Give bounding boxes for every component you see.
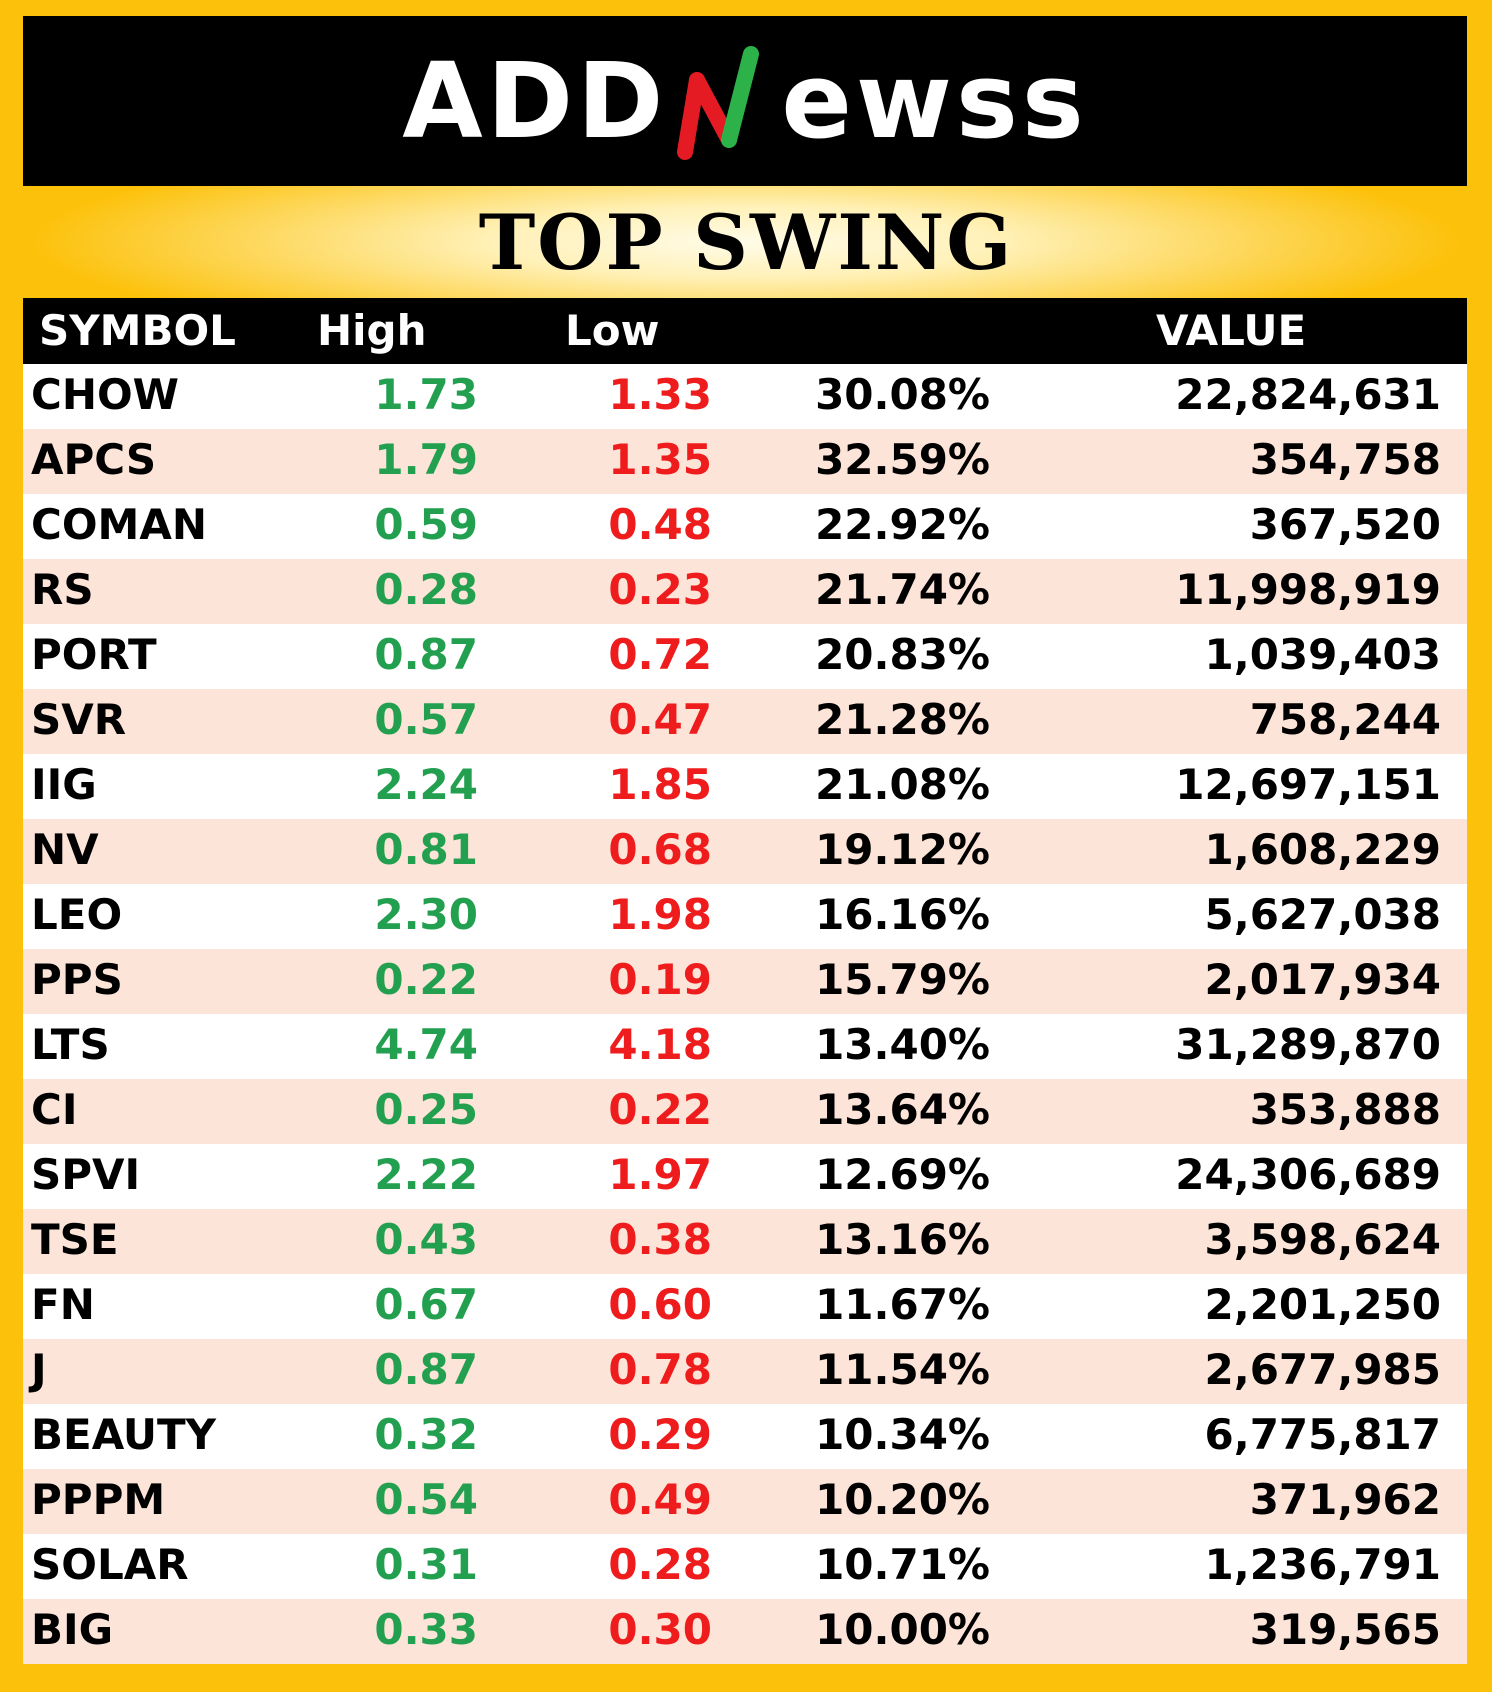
swing-percent-cell: 13.64% bbox=[815, 1085, 990, 1134]
low-cell: 0.19 bbox=[608, 955, 712, 1004]
symbol-cell: SVR bbox=[31, 695, 127, 744]
table-row bbox=[23, 559, 1467, 624]
table-row bbox=[23, 1144, 1467, 1209]
low-cell: 1.35 bbox=[608, 435, 712, 484]
value-cell: 12,697,151 bbox=[1175, 760, 1441, 809]
symbol-cell: CHOW bbox=[31, 370, 180, 419]
low-cell: 0.49 bbox=[608, 1475, 712, 1524]
page-title: TOP SWING bbox=[478, 197, 1014, 287]
symbol-cell: J bbox=[31, 1345, 47, 1394]
high-cell: 0.87 bbox=[374, 1345, 478, 1394]
swing-percent-cell: 10.71% bbox=[815, 1540, 990, 1589]
low-cell: 0.47 bbox=[608, 695, 712, 744]
table-row bbox=[23, 1209, 1467, 1274]
symbol-cell: BIG bbox=[31, 1605, 114, 1654]
low-cell: 0.60 bbox=[608, 1280, 712, 1329]
swing-percent-cell: 32.59% bbox=[815, 435, 990, 484]
table-row bbox=[23, 1274, 1467, 1339]
symbol-cell: NV bbox=[31, 825, 99, 874]
value-cell: 6,775,817 bbox=[1204, 1410, 1441, 1459]
value-cell: 2,201,250 bbox=[1204, 1280, 1441, 1329]
table-row bbox=[23, 1534, 1467, 1599]
value-cell: 371,962 bbox=[1249, 1475, 1441, 1524]
symbol-cell: APCS bbox=[31, 435, 157, 484]
low-cell: 0.78 bbox=[608, 1345, 712, 1394]
high-cell: 2.30 bbox=[374, 890, 478, 939]
low-cell: 0.28 bbox=[608, 1540, 712, 1589]
swing-percent-cell: 15.79% bbox=[815, 955, 990, 1004]
table-row bbox=[23, 429, 1467, 494]
table-row bbox=[23, 364, 1467, 429]
value-cell: 319,565 bbox=[1249, 1605, 1441, 1654]
table-row bbox=[23, 884, 1467, 949]
high-cell: 0.43 bbox=[374, 1215, 478, 1264]
brand-logo bbox=[402, 40, 1088, 162]
swing-percent-cell: 21.74% bbox=[815, 565, 990, 614]
value-cell: 354,758 bbox=[1249, 435, 1441, 484]
value-cell: 2,017,934 bbox=[1204, 955, 1441, 1004]
swing-percent-cell: 10.34% bbox=[815, 1410, 990, 1459]
swing-percent-cell: 11.54% bbox=[815, 1345, 990, 1394]
symbol-cell: PORT bbox=[31, 630, 157, 679]
swing-percent-cell: 13.16% bbox=[815, 1215, 990, 1264]
table-row bbox=[23, 1079, 1467, 1144]
high-cell: 0.59 bbox=[374, 500, 478, 549]
symbol-cell: FN bbox=[31, 1280, 95, 1329]
high-cell: 0.81 bbox=[374, 825, 478, 874]
symbol-cell: SPVI bbox=[31, 1150, 141, 1199]
value-cell: 24,306,689 bbox=[1175, 1150, 1441, 1199]
low-cell: 0.23 bbox=[608, 565, 712, 614]
table-row bbox=[23, 494, 1467, 559]
high-cell: 0.54 bbox=[374, 1475, 478, 1524]
swing-percent-cell: 10.20% bbox=[815, 1475, 990, 1524]
high-cell: 0.31 bbox=[374, 1540, 478, 1589]
header-symbol: SYMBOL bbox=[39, 306, 236, 355]
symbol-cell: PPPM bbox=[31, 1475, 166, 1524]
swing-percent-cell: 12.69% bbox=[815, 1150, 990, 1199]
table-header bbox=[23, 298, 1467, 364]
swing-percent-cell: 13.40% bbox=[815, 1020, 990, 1069]
header-high: High bbox=[317, 306, 427, 355]
symbol-cell: COMAN bbox=[31, 500, 207, 549]
table-row bbox=[23, 1339, 1467, 1404]
table-row bbox=[23, 754, 1467, 819]
value-cell: 3,598,624 bbox=[1204, 1215, 1441, 1264]
swing-table bbox=[23, 298, 1467, 1664]
high-cell: 0.57 bbox=[374, 695, 478, 744]
symbol-cell: IIG bbox=[31, 760, 97, 809]
swing-percent-cell: 10.00% bbox=[815, 1605, 990, 1654]
low-cell: 0.68 bbox=[608, 825, 712, 874]
low-cell: 0.29 bbox=[608, 1410, 712, 1459]
table-row bbox=[23, 1014, 1467, 1079]
low-cell: 1.85 bbox=[608, 760, 712, 809]
swing-percent-cell: 21.08% bbox=[815, 760, 990, 809]
high-cell: 0.22 bbox=[374, 955, 478, 1004]
symbol-cell: TSE bbox=[31, 1215, 119, 1264]
logo-mark-icon bbox=[671, 40, 777, 162]
high-cell: 0.67 bbox=[374, 1280, 478, 1329]
table-row bbox=[23, 949, 1467, 1014]
high-cell: 2.24 bbox=[374, 760, 478, 809]
header-value: VALUE bbox=[1156, 306, 1307, 355]
value-cell: 2,677,985 bbox=[1204, 1345, 1441, 1394]
low-cell: 4.18 bbox=[608, 1020, 712, 1069]
high-cell: 0.28 bbox=[374, 565, 478, 614]
high-cell: 0.33 bbox=[374, 1605, 478, 1654]
low-cell: 1.33 bbox=[608, 370, 712, 419]
high-cell: 0.25 bbox=[374, 1085, 478, 1134]
logo-prefix: ADD bbox=[402, 40, 668, 162]
swing-percent-cell: 19.12% bbox=[815, 825, 990, 874]
low-cell: 0.38 bbox=[608, 1215, 712, 1264]
symbol-cell: PPS bbox=[31, 955, 123, 1004]
swing-percent-cell: 20.83% bbox=[815, 630, 990, 679]
table-row bbox=[23, 689, 1467, 754]
symbol-cell: SOLAR bbox=[31, 1540, 189, 1589]
swing-percent-cell: 22.92% bbox=[815, 500, 990, 549]
high-cell: 0.32 bbox=[374, 1410, 478, 1459]
swing-percent-cell: 16.16% bbox=[815, 890, 990, 939]
high-cell: 0.87 bbox=[374, 630, 478, 679]
swing-percent-cell: 30.08% bbox=[815, 370, 990, 419]
value-cell: 367,520 bbox=[1249, 500, 1441, 549]
value-cell: 353,888 bbox=[1249, 1085, 1441, 1134]
value-cell: 758,244 bbox=[1249, 695, 1441, 744]
table-row bbox=[23, 1469, 1467, 1534]
table-row bbox=[23, 1404, 1467, 1469]
value-cell: 1,608,229 bbox=[1204, 825, 1441, 874]
header-low: Low bbox=[565, 306, 660, 355]
high-cell: 4.74 bbox=[374, 1020, 478, 1069]
swing-percent-cell: 21.28% bbox=[815, 695, 990, 744]
table-row bbox=[23, 624, 1467, 689]
value-cell: 22,824,631 bbox=[1175, 370, 1441, 419]
logo-suffix: ewss bbox=[781, 40, 1088, 162]
value-cell: 31,289,870 bbox=[1175, 1020, 1441, 1069]
low-cell: 1.97 bbox=[608, 1150, 712, 1199]
table-row bbox=[23, 1599, 1467, 1664]
table-row bbox=[23, 819, 1467, 884]
high-cell: 2.22 bbox=[374, 1150, 478, 1199]
swing-percent-cell: 11.67% bbox=[815, 1280, 990, 1329]
low-cell: 0.22 bbox=[608, 1085, 712, 1134]
high-cell: 1.79 bbox=[374, 435, 478, 484]
value-cell: 1,236,791 bbox=[1204, 1540, 1441, 1589]
low-cell: 0.48 bbox=[608, 500, 712, 549]
symbol-cell: BEAUTY bbox=[31, 1410, 217, 1459]
high-cell: 1.73 bbox=[374, 370, 478, 419]
title-band bbox=[0, 186, 1492, 298]
symbol-cell: LEO bbox=[31, 890, 123, 939]
value-cell: 11,998,919 bbox=[1175, 565, 1441, 614]
symbol-cell: CI bbox=[31, 1085, 78, 1134]
table-body bbox=[23, 364, 1467, 1664]
value-cell: 5,627,038 bbox=[1204, 890, 1441, 939]
header-banner bbox=[23, 16, 1467, 186]
symbol-cell: LTS bbox=[31, 1020, 110, 1069]
low-cell: 0.72 bbox=[608, 630, 712, 679]
low-cell: 1.98 bbox=[608, 890, 712, 939]
symbol-cell: RS bbox=[31, 565, 94, 614]
low-cell: 0.30 bbox=[608, 1605, 712, 1654]
value-cell: 1,039,403 bbox=[1204, 630, 1441, 679]
